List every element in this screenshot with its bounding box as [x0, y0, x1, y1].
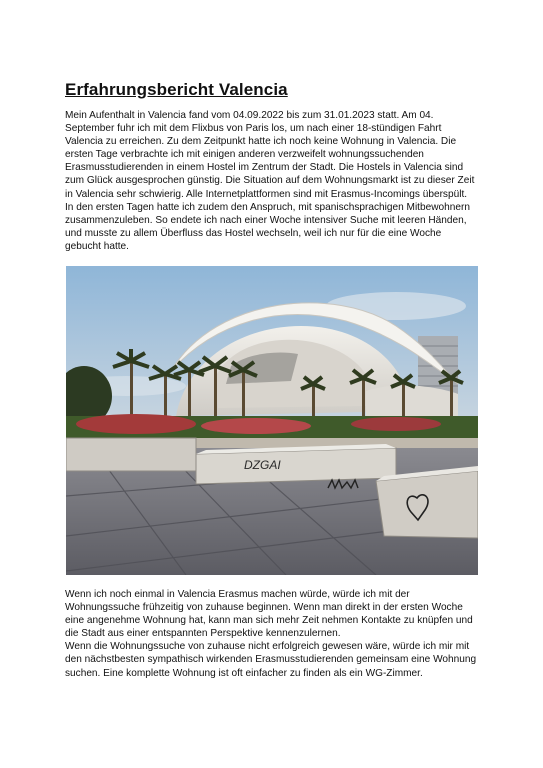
paragraph-intro [65, 109, 480, 253]
text-line: ersten Tage verbrachte ich mit einigen anderen verzweifelt wohnungssuchenden [65, 149, 424, 161]
text-line: den nächstbesten sympathisch wirkenden Erasmusstudierenden gemeinsam eine Wohnung [65, 654, 477, 666]
flower-bed [76, 414, 196, 434]
text-line: zum Glück ausgesprochen günstig. Die Situation auf dem Wohnungsmarkt ist zu dieser Zeit [65, 175, 475, 187]
document-title: Erfahrungsbericht Valencia [65, 80, 288, 99]
text-line: In den ersten Tagen hatte ich zudem den Anspruch, mit spanischsprachigen Mitbewohnern [65, 201, 470, 213]
text-line: Erasmusstudierenden in einem Hostel im Zentrum der Stadt. Die Hostels in Valencia sind [65, 162, 464, 174]
paragraph-advice [65, 588, 480, 680]
opera-house-wing [366, 385, 458, 418]
text-line: gebucht hatte. [65, 240, 129, 252]
concrete-block-center [196, 448, 396, 484]
concrete-wall-left [66, 438, 196, 471]
text-line: in Valencia sehr schwierig. Alle Internetplattformen sind mit Erasmus-Incomings überspült. [65, 188, 468, 200]
text-line: Wenn die Wohnungssuche von zuhause nicht erfolgreich gewesen wäre, würde ich mir mit [65, 641, 470, 653]
text-line: Wohnungssuche frühzeitig von zuhause beginnen. Wenn man direkt in der ersten Woche [65, 602, 463, 614]
text-line: Mein Aufenthalt in Valencia fand vom 04.09.2022 bis zum 31.01.2023 statt. Am 04. [65, 110, 434, 121]
text-line: eine angenehme Wohnung hat, kann man sich mehr Zeit nehmen Kontakte zu knüpfen und [65, 615, 473, 627]
text-line: Valencia zu erreichen. Zu dem Zeitpunkt hatte ich noch keine Wohnung in Valencia. Die [65, 136, 457, 148]
text-line: die Stadt aus einer entspannten Perspektive kennenzulernen. [65, 628, 341, 640]
graffiti: DZGAI [244, 458, 281, 472]
text-line: Wenn ich noch einmal in Valencia Erasmus machen würde, würde ich mit der [65, 589, 410, 600]
flower-bed [201, 418, 311, 434]
flower-bed [351, 417, 441, 431]
text-line: zusammenzuleben. So endete ich nach einer Woche intensiver Suche mit leeren Händen, [65, 214, 467, 226]
text-line: September fuhr ich mit dem Flixbus von Paris los, um nach einer 18-stündigen Fahrt [65, 123, 442, 135]
photo-illustration [66, 266, 478, 575]
text-line: suchen. Eine komplette Wohnung ist oft einfacher zu finden als ein WG-Zimmer. [65, 667, 423, 679]
valencia-opera-photo [66, 266, 478, 575]
text-line: und musste zu allem Überfluss das Hostel wechseln, weil ich nur für die eine Woche [65, 227, 442, 239]
